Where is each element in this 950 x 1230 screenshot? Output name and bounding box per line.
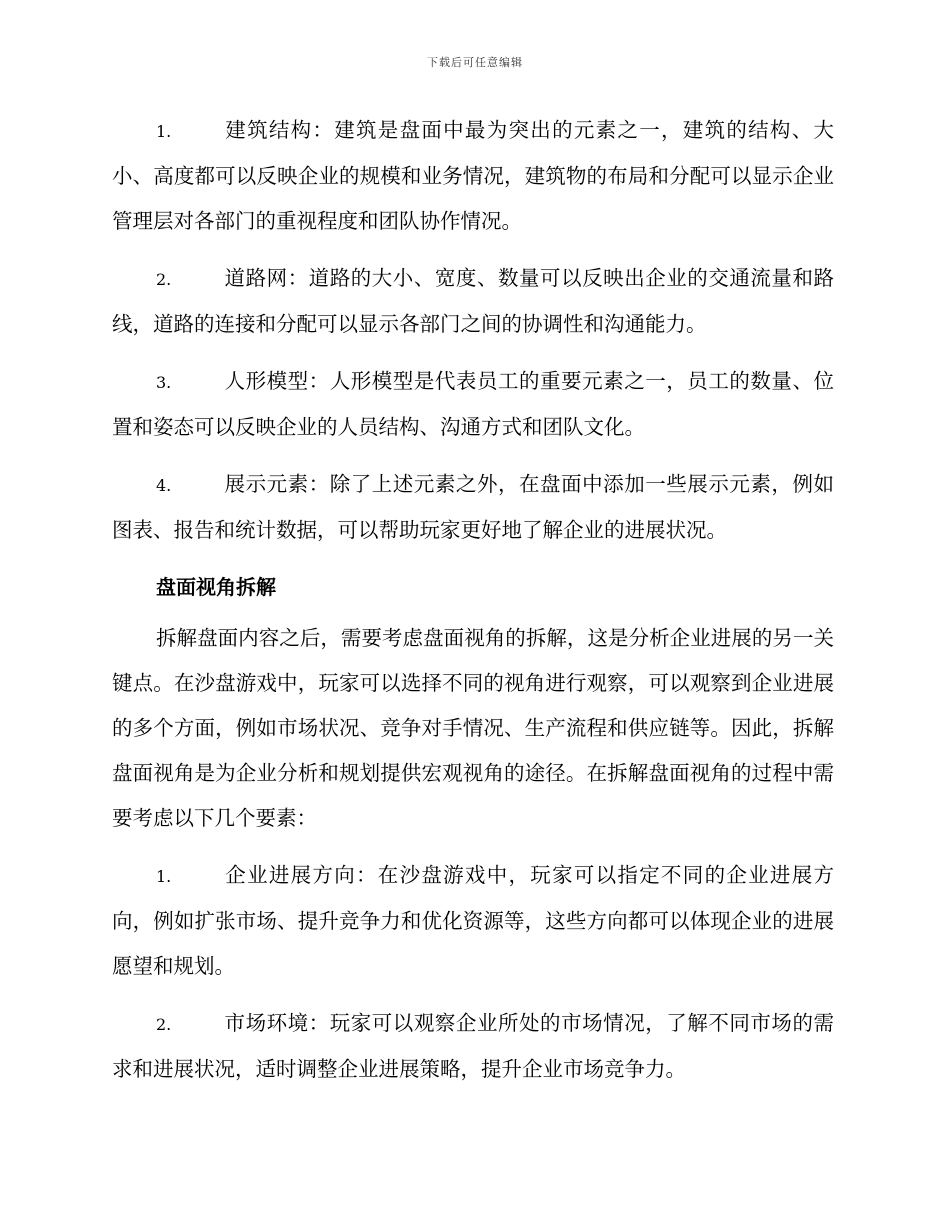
list-item	[112, 359, 834, 450]
list-item	[112, 853, 834, 989]
item-number: 4.	[156, 476, 172, 495]
item-number: 2.	[156, 1015, 172, 1034]
item-text: 人形模型：人形模型是代表员工的重要元素之一，员工的数量、位置和姿态可以反映企业的人员结构、沟通方式和团队文化。	[112, 369, 834, 439]
item-text: 展示元素：除了上述元素之外，在盘面中添加一些展示元素，例如图表、报告和统计数据，可以帮助玩家更好地了解企业的进展状况。	[112, 472, 834, 542]
item-number: 3.	[156, 373, 172, 392]
page-header: 下载后可任意编辑	[427, 56, 523, 69]
document-body	[112, 108, 834, 1104]
item-text: 市场环境：玩家可以观察企业所处的市场情况，了解不同市场的需求和进展状况，适时调整企业进展策略，提升企业市场竞争力。	[112, 1011, 834, 1081]
intro-paragraph: 拆解盘面内容之后，需要考虑盘面视角的拆解，这是分析企业进展的另一关键点。在沙盘游戏中，玩家可以选择不同的视角进行观察，可以观察到企业进展的多个方面，例如市场状况、竞争对手情况、生产流程和供应链等。因此，拆解盘面视角是为企业分析和规划提供宏观视角的途径。在拆解盘面视角的过程中需要考虑以下几个要素：	[112, 626, 834, 830]
list-item	[112, 1001, 834, 1092]
item-number: 1.	[156, 122, 172, 141]
item-text: 建筑结构：建筑是盘面中最为突出的元素之一，建筑的结构、大小、高度都可以反映企业的规模和业务情况，建筑物的布局和分配可以显示企业管理层对各部门的重视程度和团队协作情况。	[112, 118, 834, 233]
item-text: 企业进展方向：在沙盘游戏中，玩家可以指定不同的企业进展方向，例如扩张市场、提升竞争力和优化资源等，这些方向都可以体现企业的进展愿望和规划。	[112, 863, 834, 978]
item-number: 2.	[156, 270, 172, 289]
list-item	[112, 462, 834, 553]
item-text: 道路网：道路的大小、宽度、数量可以反映出企业的交通流量和路线，道路的连接和分配可以显示各部门之间的协调性和沟通能力。	[112, 266, 834, 336]
list-item	[112, 256, 834, 347]
section-heading: 盘面视角拆解	[156, 575, 276, 599]
list-item	[112, 108, 834, 244]
item-number: 1.	[156, 867, 172, 886]
